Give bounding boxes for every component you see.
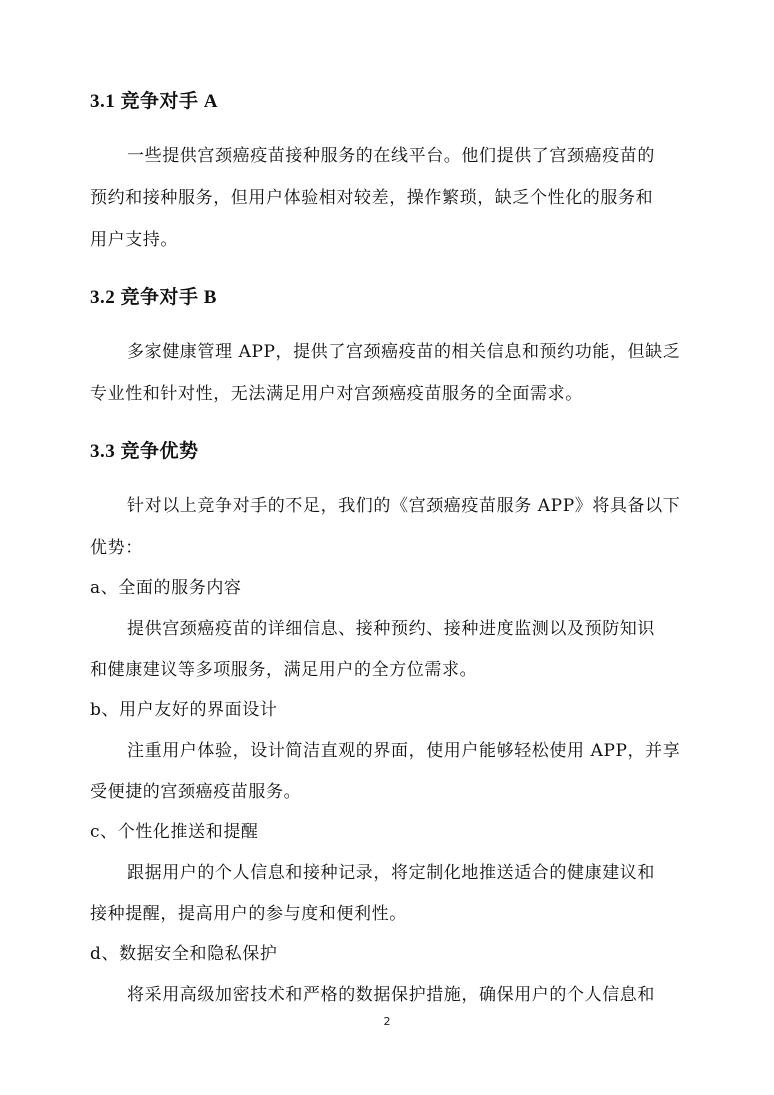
list-item-body-line: 提供宫颈癌疫苗的详细信息、接种预约、接种进度监测以及预防知识: [127, 619, 655, 639]
paragraph-line: 针对以上竞争对手的不足，我们的《宫颈癌疫苗服务 APP》将具备以下: [127, 496, 681, 516]
paragraph-line: 多家健康管理 APP，提供了宫颈癌疫苗的相关信息和预约功能，但缺乏: [127, 342, 681, 362]
list-item-title-b: b、用户友好的界面设计: [90, 700, 278, 720]
list-item-title-c: c、个性化推送和提醒: [90, 822, 259, 842]
list-item-body-line: 将采用高级加密技术和严格的数据保护措施，确保用户的个人信息和: [127, 985, 655, 1005]
section-heading-3-1: 3.1 竞争对手 A: [90, 91, 218, 112]
list-item-body-line: 跟据用户的个人信息和接种记录，将定制化地推送适合的健康建议和: [127, 863, 655, 883]
list-item-body-line: 和健康建议等多项服务，满足用户的全方位需求。: [90, 660, 478, 680]
paragraph-line: 预约和接种服务，但用户体验相对较差，操作繁琐，缺乏个性化的服务和: [90, 188, 654, 208]
list-item-title-a: a、全面的服务内容: [90, 578, 242, 598]
page-number: 2: [383, 1015, 391, 1028]
list-item-body-line: 受便捷的宫颈癌疫苗服务。: [90, 782, 302, 802]
section-heading-3-3: 3.3 竞争优势: [90, 441, 199, 462]
list-item-body-line: 注重用户体验，设计简洁直观的界面，使用户能够轻松使用 APP，并享: [127, 741, 681, 761]
paragraph-line: 一些提供宫颈癌疫苗接种服务的在线平台。他们提供了宫颈癌疫苗的: [127, 146, 655, 166]
list-item-title-d: d、数据安全和隐私保护: [90, 944, 278, 964]
paragraph-line: 专业性和针对性，无法满足用户对宫颈癌疫苗服务的全面需求。: [90, 384, 583, 404]
list-item-body-line: 接种提醒，提高用户的参与度和便利性。: [90, 904, 407, 924]
section-heading-3-2: 3.2 竞争对手 B: [90, 287, 217, 308]
paragraph-line: 优势：: [90, 538, 143, 558]
paragraph-line: 用户支持。: [90, 230, 178, 250]
